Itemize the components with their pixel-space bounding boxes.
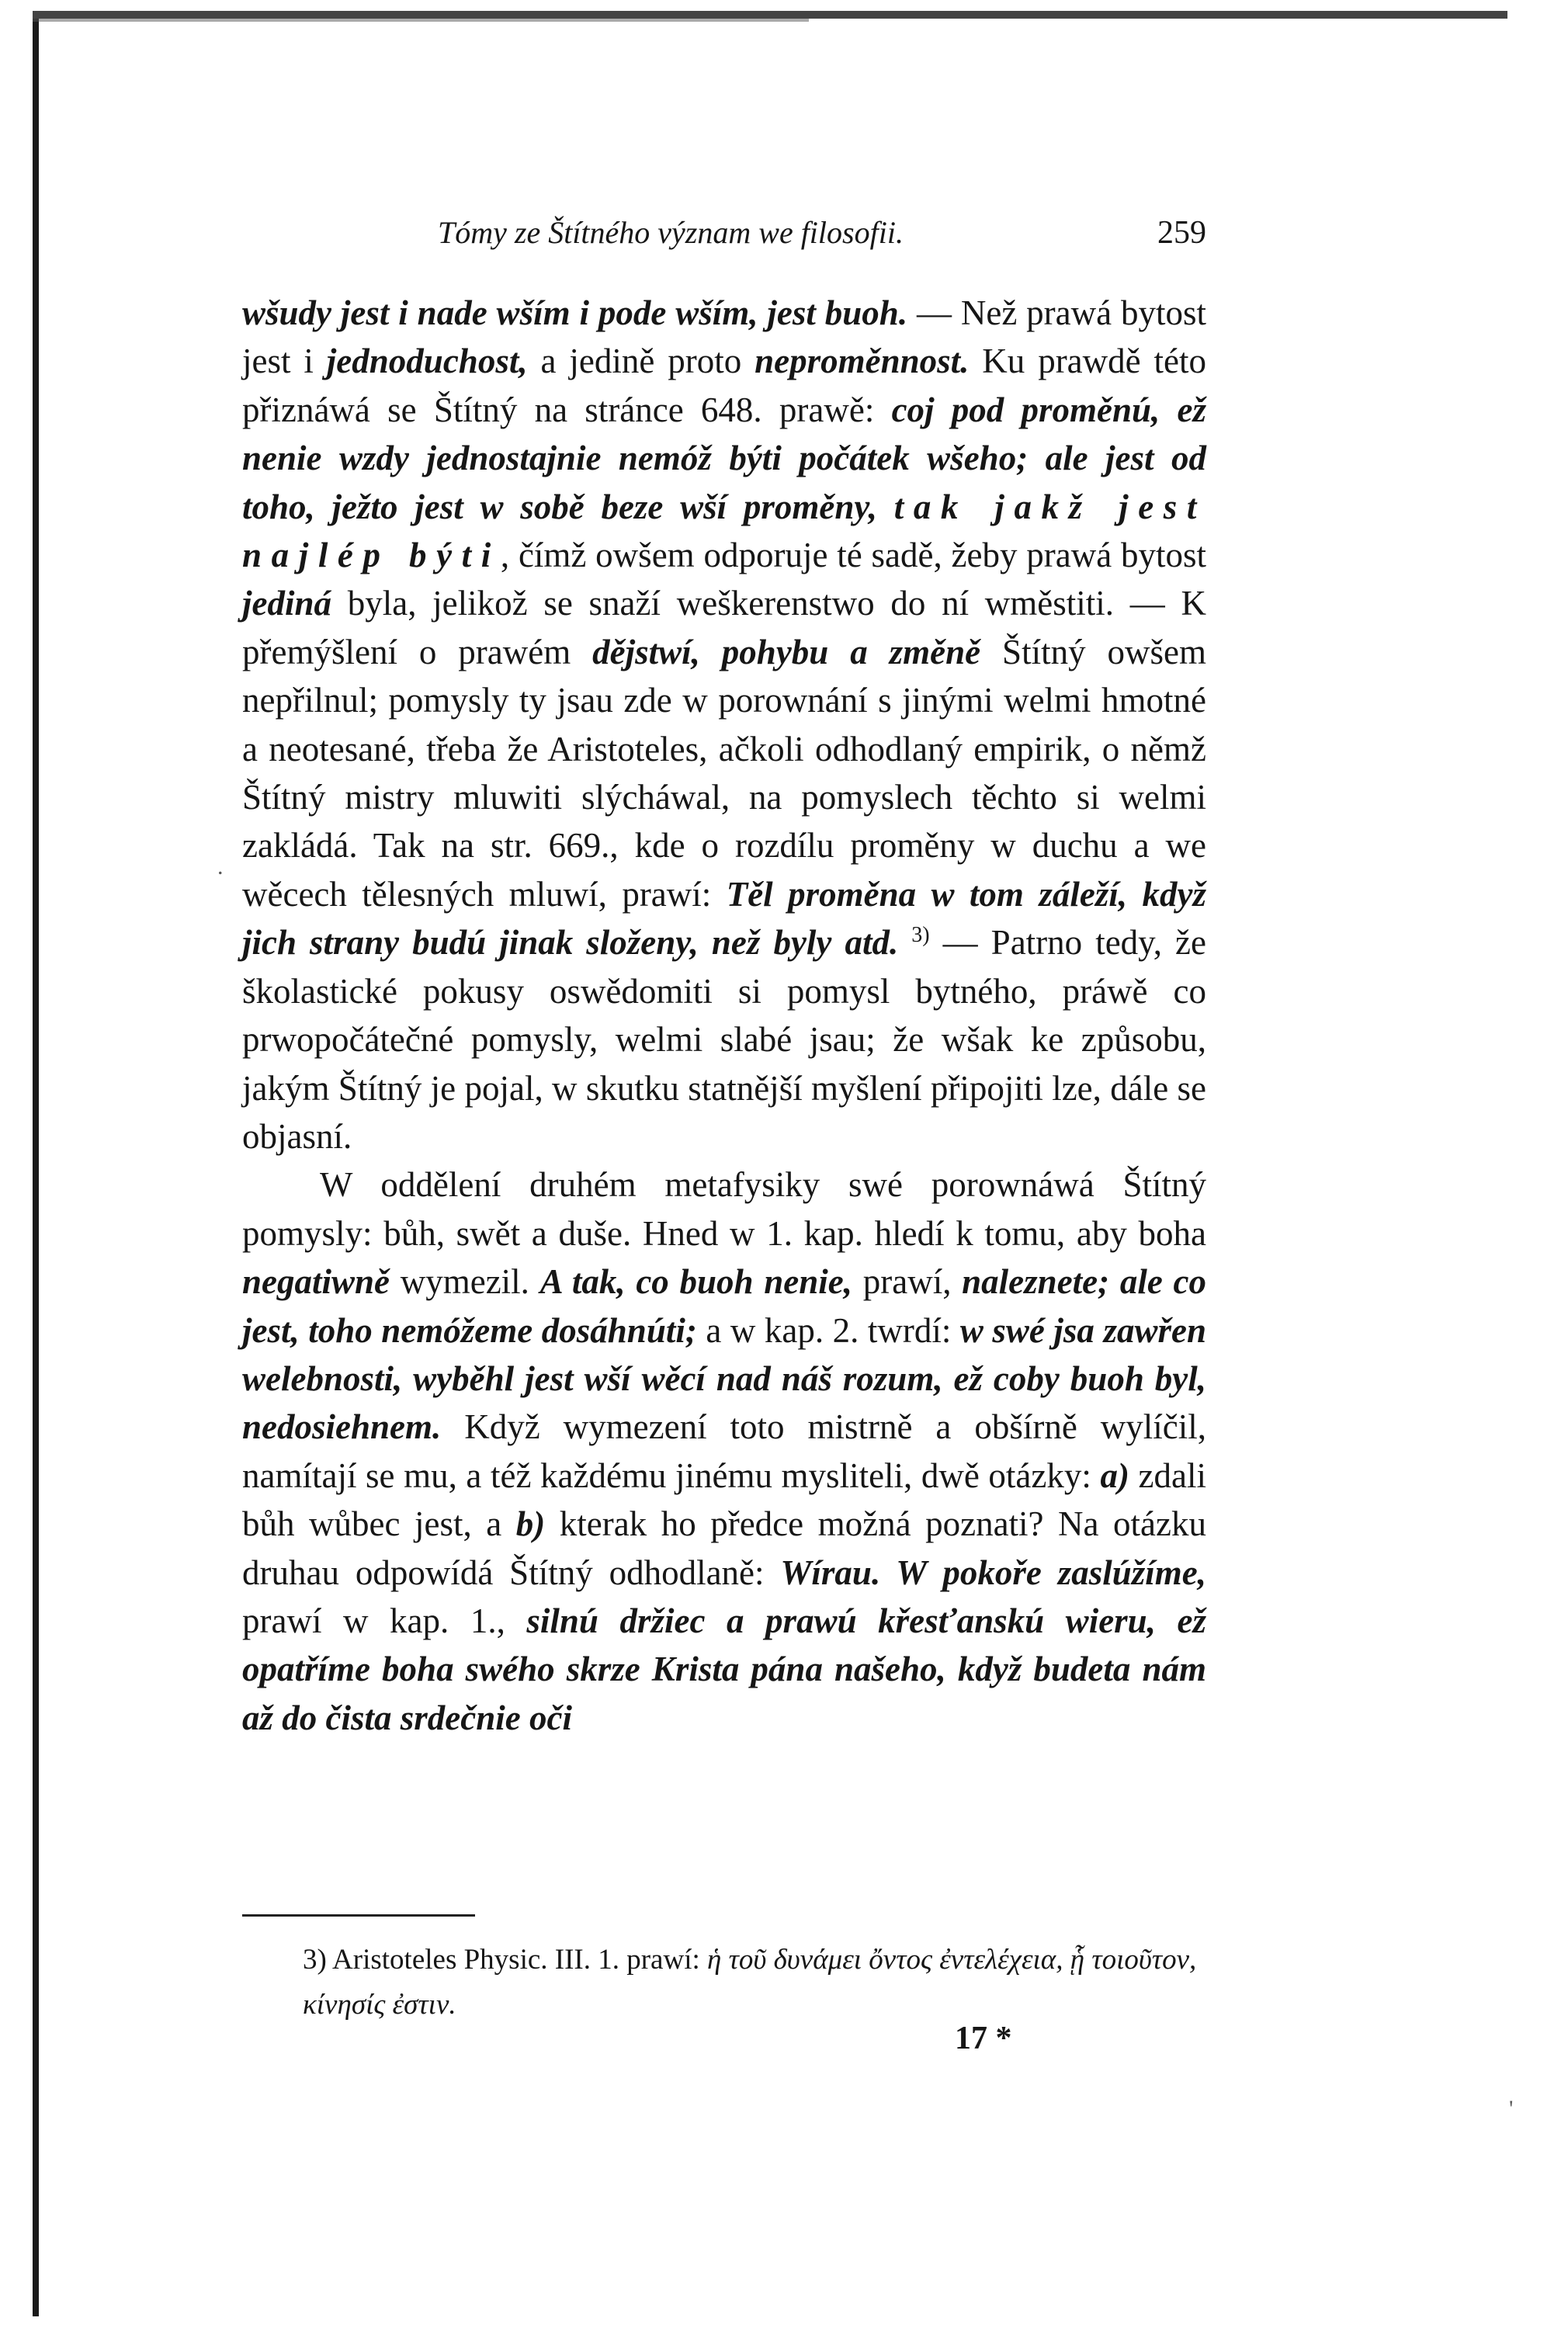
text-spaced-emphasis: tak jakž jest najlép býti [242, 487, 1206, 575]
scan-edge-top-shadow [33, 19, 809, 22]
page-number: 259 [1157, 215, 1206, 251]
text-run: W oddělení druhém metafysiky swé porownáwá Štítný pomysly: bůh, swět a duše. Hned w 1. kap. hledí k tomu, aby boha [242, 1165, 1206, 1253]
text-italic: a) [1100, 1455, 1129, 1495]
text-italic: A tak, co buoh nenie, [539, 1262, 853, 1302]
text-run: prawí, [852, 1262, 963, 1302]
text-italic: b) [515, 1504, 546, 1544]
text-italic: jediná [242, 584, 332, 623]
text-italic: coj pod proměnú, ež nenie wzdy jednostajnie nemóž býti počátek wšeho; ale jest od toho, ježto jest w sobě beze wší proměny, [242, 390, 1207, 526]
text-italic: naleznete; ale co jest, toho nemóžeme dosáhnúti; [242, 1262, 1206, 1350]
footnote-greek-quote: ἡ τοῦ δυνάμει ὄντος ἐντελέχεια, ᾗ τοιοῦτον, κίνησίς ἐστιν. [303, 1944, 1197, 2021]
text-italic: neproměnnost. [755, 342, 970, 381]
text-run: — Patrno tedy, že školastické pokusy oswědomiti si pomysl bytného, práwě co prwopočátečné pomysly, welmi slabé jsau; že wšak ke způsobu, jakým Štítný je pojal, w skutku statnější myšlení připojiti lze, dále se objasní. [242, 923, 1206, 1156]
signature-mark: 17 * [955, 2021, 1012, 2056]
footnote-marker: 3) [303, 1944, 327, 1976]
body-text [242, 289, 1206, 1742]
text-italic: dějstwí, pohybu a změně [592, 632, 981, 671]
footnote-line [242, 1938, 1206, 2028]
paragraph-1 [242, 289, 1206, 1161]
scan-speck-left: . [217, 854, 224, 880]
text-run: a jedině proto [527, 342, 755, 381]
paragraph-2 [242, 1161, 1206, 1742]
footnote-text: Aristoteles Physic. III. 1. prawí: [326, 1944, 708, 1976]
text-run: wymezil. [390, 1262, 540, 1302]
text-run: byla, jelikož se snaží weškerenstwo do ní wměstiti. — K přemýšlení o prawém [242, 584, 1206, 671]
scan-edge-left [33, 19, 39, 2316]
running-header [242, 214, 1206, 262]
text-run: Když wymezení toto mistrně a obšírně wylíčil, namítají se mu, a též každému jinému mysliteli, dwě otázky: [242, 1407, 1206, 1495]
footnote [242, 1938, 1206, 2028]
text-run: kterak ho předce možná poznati? Na otázku druhau odpowídá Štítný odhodlaně: [242, 1504, 1206, 1592]
text-italic: silnú držiec a prawú křesťanskú wieru, ež opatříme boha swého skrze Krista pána našeho, když budeta nám až do čista srdečnie oči [242, 1601, 1206, 1737]
text-italic: Wírau. W pokoře zaslúžíme, [780, 1553, 1206, 1592]
text-run: prawí w kap. 1., [242, 1601, 527, 1640]
scan-edge-top [33, 11, 1507, 19]
footnote-divider [242, 1914, 475, 1917]
text-run: Štítný owšem nepřilnul; pomysly ty jsau zde w porownání s jinými welmi hmotné a neotesané, třeba že Aristoteles, ačkoli odhodlaný empirik, o němž Štítný mistry mluwiti slýcháwal, na pomyslech těchto si welmi zakládá. Tak na str. 669., kde o rozdílu proměny w duchu a we wěcech tělesných mluwí, prawí: [242, 632, 1206, 914]
scan-speck-right: ' [1509, 2096, 1514, 2122]
text-run: — Než prawá bytost jest i [242, 293, 1207, 381]
running-head-title: Tómy ze Štítného význam we filosofii. [438, 215, 904, 250]
text-run: , čímž owšem odporuje té sadě, žeby prawá bytost [500, 536, 1206, 575]
text-italic: Těl proměna w tom záleží, když jich strany budú jinak složeny, než byly atd. [242, 874, 1206, 963]
text-run: Ku prawdě této přiznáwá se Štítný na stránce 648. prawě: [242, 342, 1206, 429]
text-italic: negatiwně [242, 1262, 390, 1302]
text-italic: w swé jsa zawřen welebnosti, wyběhl jest wší wěcí nad náš rozum, ež coby buoh byl, nedosiehnem. [242, 1310, 1206, 1447]
text-run: a w kap. 2. twrdí: [696, 1310, 960, 1350]
text-italic: jednoduchost, [326, 342, 528, 381]
text-italic: wšudy jest i nade wším i pode wším, jest buoh. [242, 293, 908, 332]
footnote-reference: 3) [911, 923, 930, 948]
text-run: zdali bůh wůbec jest, a [242, 1455, 1206, 1544]
